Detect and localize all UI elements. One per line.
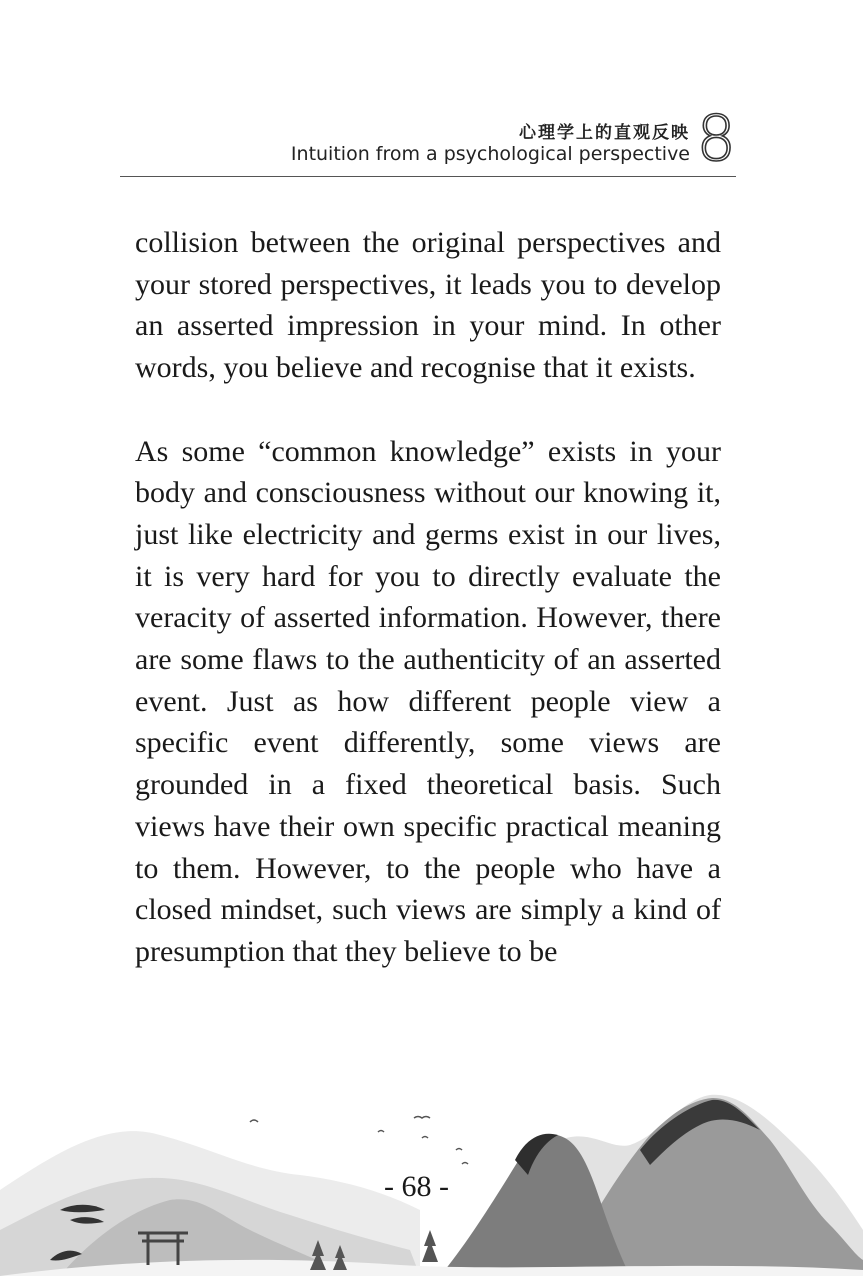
running-header: [120, 102, 736, 178]
header-divider: [120, 176, 736, 177]
english-chapter-title: Intuition from a psychological perspective: [290, 143, 690, 165]
body-text: [135, 222, 721, 973]
paragraph-1: collision between the original perspectives and your stored perspectives, it leads you to develop an asserted impression in your mind. In other words, you believe and recognise that it exists.: [135, 226, 721, 385]
chapter-number: 8: [696, 102, 736, 175]
page-number: - 68 -: [384, 1170, 449, 1203]
birds: [250, 1117, 468, 1165]
paragraph-2: As some “common knowledge” exists in your body and consciousness without our knowing it, just like electricity and germs exist in our lives, it is very hard for you to directly evaluate the veracity of asserted information. However, there are some flaws to the authenticity of an asserted event. Just as how different people view a specific event differently, some views are grounded in a fixed theoretical basis. Such views have their own specific practical meaning to them. However, to the people who have a closed mindset, such views are simply a kind of presumption that they believe to be: [135, 434, 721, 968]
chinese-chapter-title: 心理学上的直观反映: [519, 123, 690, 143]
